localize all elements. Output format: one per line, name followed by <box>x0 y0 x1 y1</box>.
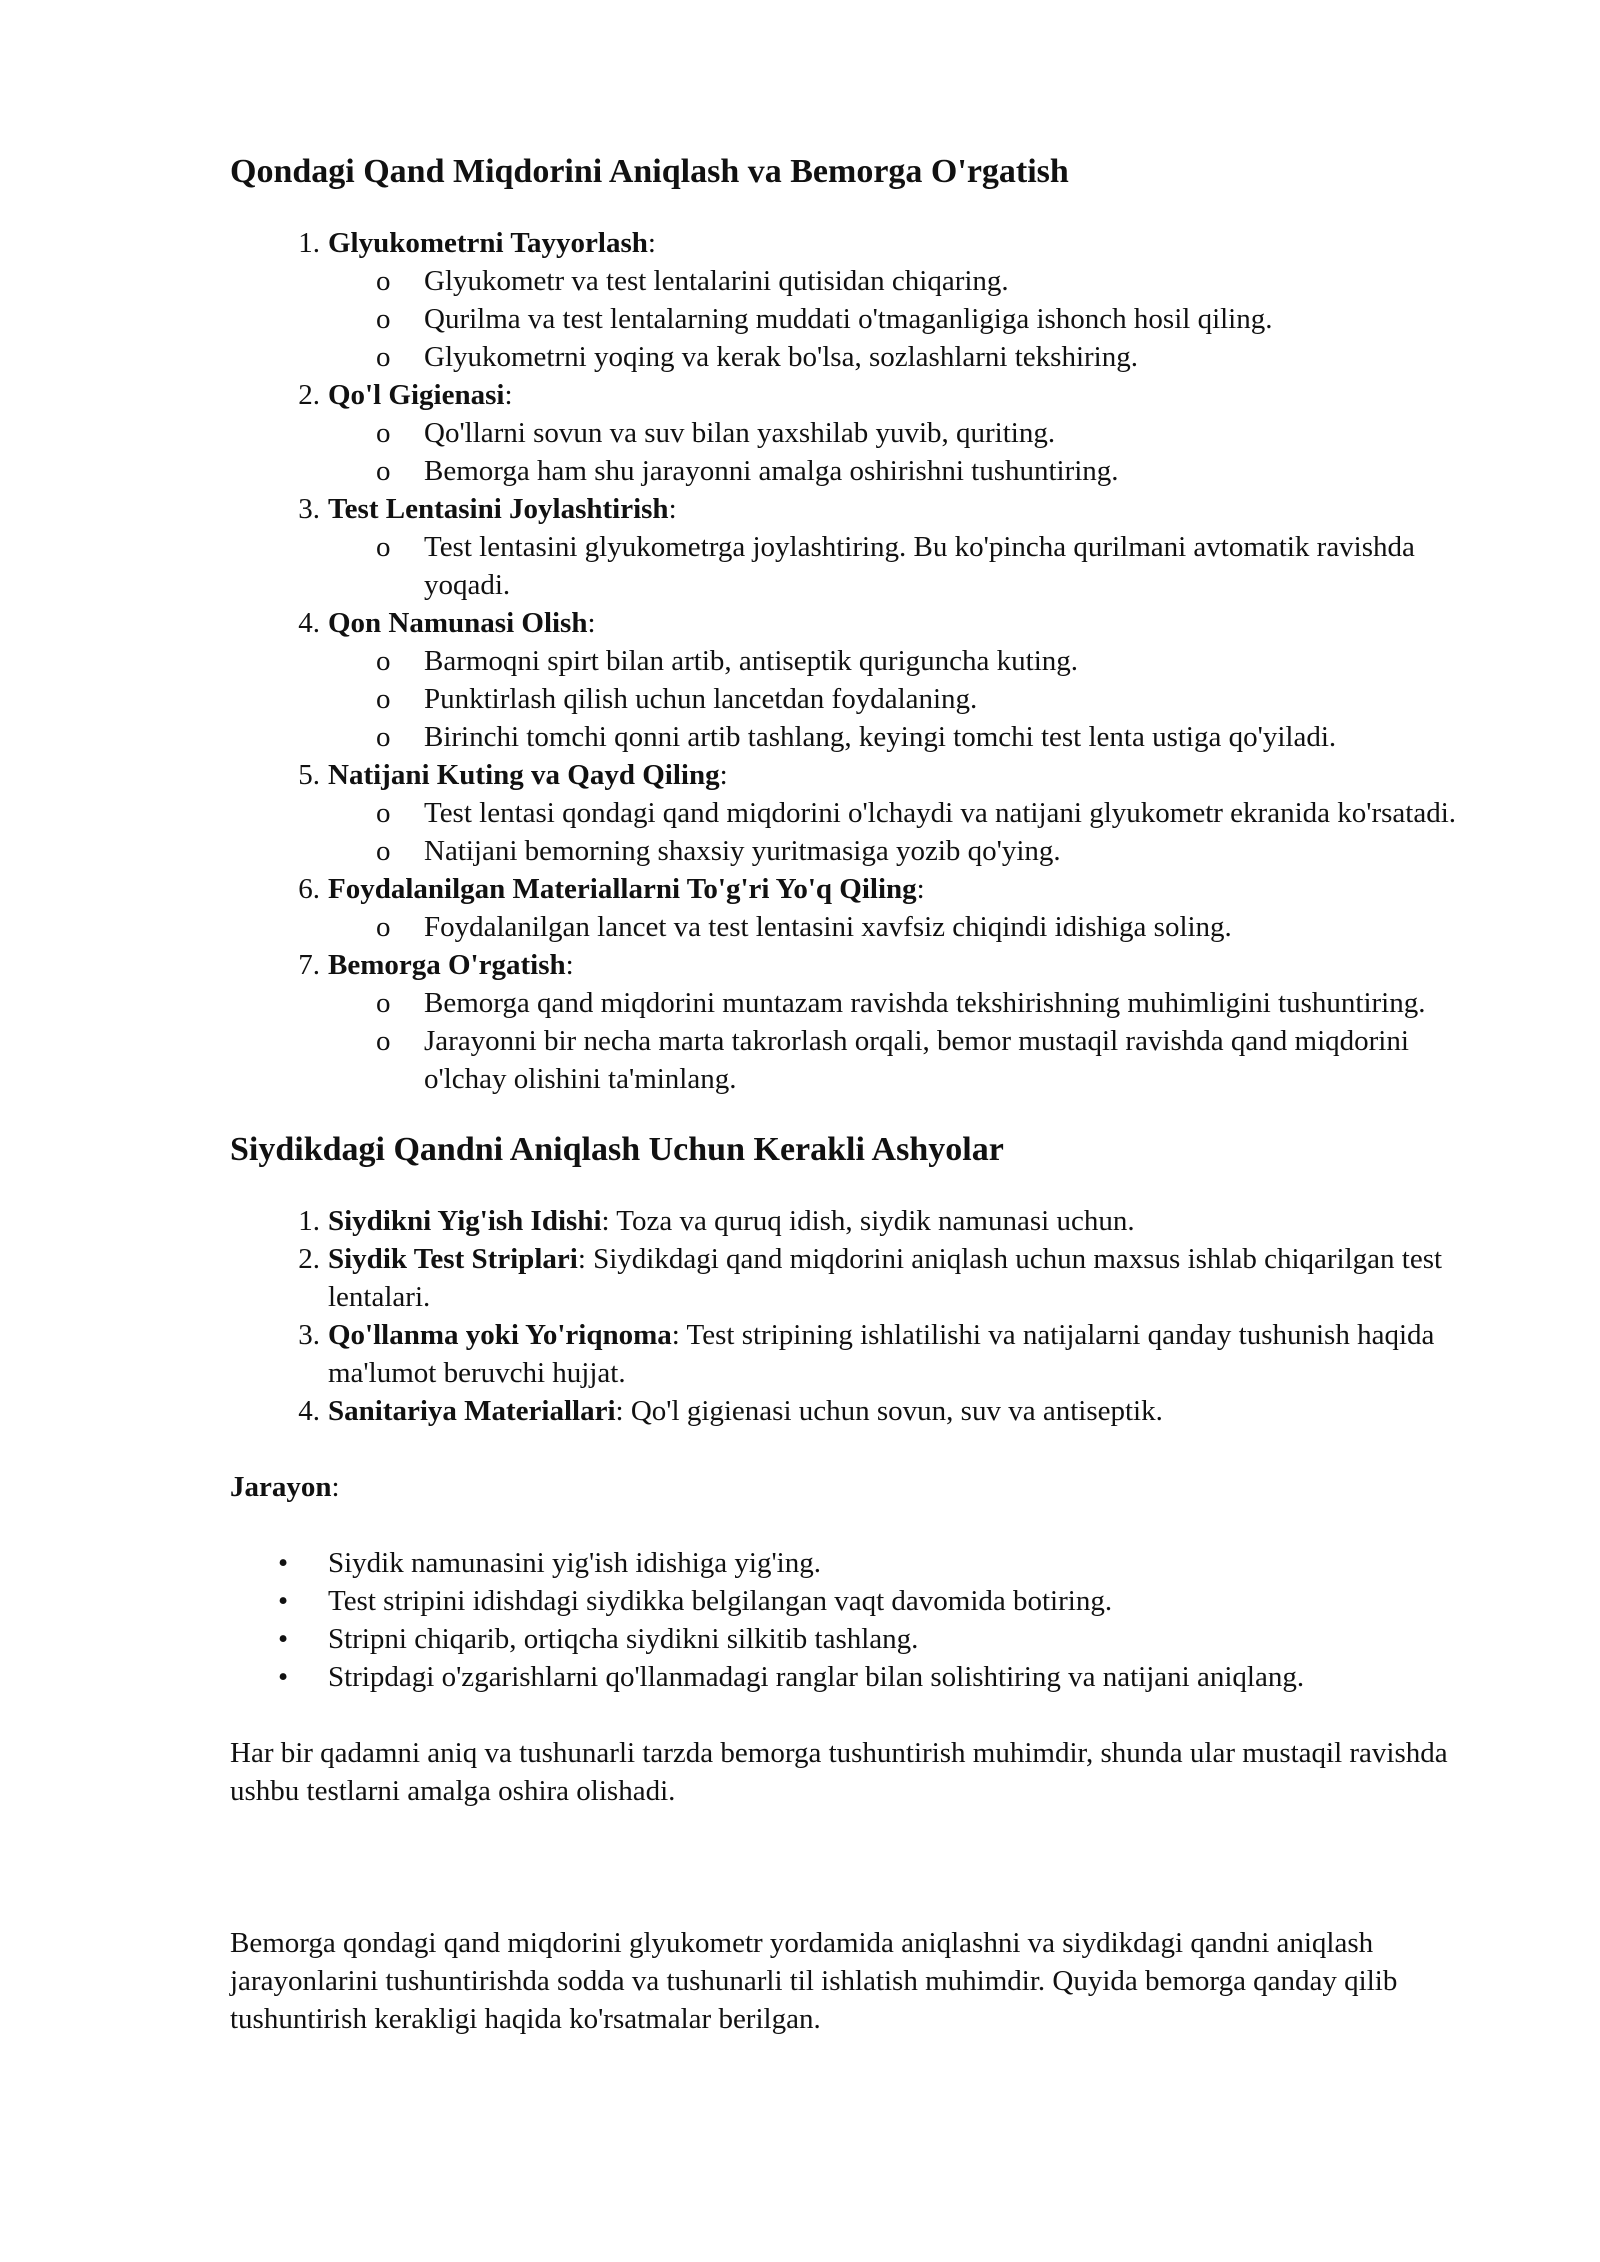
step-number: 5. <box>298 759 320 791</box>
substep-marker: o <box>376 835 391 867</box>
substep-item <box>376 832 1490 870</box>
supply-item <box>298 1316 1490 1392</box>
substep-item <box>376 452 1490 490</box>
substep-text: Bemorga ham shu jarayonni amalga oshirishni tushuntiring. <box>424 455 1119 487</box>
substep-item <box>376 262 1490 300</box>
section2-heading: Siydikdagi Qandni Aniqlash Uchun Kerakli Ashyolar <box>230 1131 1004 1168</box>
supply-title: Siydikni Yig'ish Idishi <box>328 1205 602 1237</box>
step-title: Bemorga O'rgatish <box>328 949 566 981</box>
bullet-marker: • <box>278 1547 289 1579</box>
substep-marker: o <box>376 721 391 753</box>
step-number: 2. <box>298 379 320 411</box>
step-item <box>298 224 1490 376</box>
section1-heading: Qondagi Qand Miqdorini Aniqlash va Bemorga O'rgatish <box>230 153 1069 190</box>
step-title-sep: : <box>504 379 513 411</box>
step-title-sep: : <box>719 759 728 791</box>
substep-text: Qurilma va test lentalarning muddati o'tmaganligiga ishonch hosil qiling. <box>424 303 1273 335</box>
process-bullet-item <box>278 1658 1490 1696</box>
substep-item <box>376 984 1490 1022</box>
step-item <box>298 490 1490 604</box>
supply-item <box>298 1202 1490 1240</box>
substep-marker: o <box>376 417 391 449</box>
substep-text: Bemorga qand miqdorini muntazam ravishda tekshirishning muhimligini tushuntiring. <box>424 987 1426 1019</box>
supply-title: Siydik Test Striplari <box>328 1243 578 1275</box>
substep-text: Jarayonni bir necha marta takrorlash orqali, bemor mustaqil ravishda qand miqdorini o'lchay olishini ta'minlang. <box>424 1025 1409 1095</box>
substep-marker: o <box>376 455 391 487</box>
process-bullet-text: Stripdagi o'zgarishlarni qo'llanmadagi ranglar bilan solishtiring va natijani aniqlang. <box>328 1661 1305 1693</box>
document-page <box>230 150 1490 2038</box>
process-bullet-item <box>278 1620 1490 1658</box>
substep-marker: o <box>376 341 391 373</box>
substep-item <box>376 718 1490 756</box>
glucometer-steps-list <box>230 224 1490 1098</box>
step-number: 6. <box>298 873 320 905</box>
step-substeps <box>328 414 1490 490</box>
supply-title: Sanitariya Materiallari <box>328 1395 616 1427</box>
substep-text: Birinchi tomchi qonni artib tashlang, keyingi tomchi test lenta ustiga qo'yiladi. <box>424 721 1337 753</box>
substep-marker: o <box>376 911 391 943</box>
substep-text: Glyukometr va test lentalarini qutisidan chiqaring. <box>424 265 1009 297</box>
substep-marker: o <box>376 303 391 335</box>
supply-item <box>298 1392 1490 1430</box>
supply-item <box>298 1240 1490 1316</box>
step-substeps <box>328 984 1490 1098</box>
closing-paragraph: Har bir qadamni aniq va tushunarli tarzda bemorga tushuntirish muhimdir, shunda ular mustaqil ravishda ushbu testlarni amalga oshira olishadi. <box>230 1737 1448 1807</box>
substep-marker: o <box>376 265 391 297</box>
step-title: Natijani Kuting va Qayd Qiling <box>328 759 720 791</box>
substep-item <box>376 642 1490 680</box>
step-number: 1. <box>298 227 320 259</box>
bullet-marker: • <box>278 1585 289 1617</box>
substep-item <box>376 528 1490 604</box>
step-substeps <box>328 262 1490 376</box>
substep-text: Glyukometrni yoqing va kerak bo'lsa, sozlashlarni tekshiring. <box>424 341 1138 373</box>
substep-item <box>376 1022 1490 1098</box>
process-bullet-text: Stripni chiqarib, ortiqcha siydikni silkitib tashlang. <box>328 1623 919 1655</box>
step-item <box>298 604 1490 756</box>
process-bullet-text: Siydik namunasini yig'ish idishiga yig'ing. <box>328 1547 821 1579</box>
substep-marker: o <box>376 987 391 1019</box>
supply-text: : Siydikdagi qand miqdorini aniqlash uchun maxsus ishlab chiqarilgan test lentalari. <box>328 1243 1443 1313</box>
step-title-sep: : <box>668 493 677 525</box>
step-title: Glyukometrni Tayyorlash <box>328 227 648 259</box>
supply-text: : Toza va quruq idish, siydik namunasi uchun. <box>601 1205 1135 1237</box>
supply-text: : Test stripining ishlatilishi va natijalarni qanday tushunish haqida ma'lumot beruvchi hujjat. <box>328 1319 1435 1389</box>
step-title: Foydalanilgan Materiallarni To'g'ri Yo'q Qiling <box>328 873 917 905</box>
step-item <box>298 376 1490 490</box>
supply-number: 3. <box>298 1319 320 1351</box>
substep-item <box>376 908 1490 946</box>
substep-text: Qo'llarni sovun va suv bilan yaxshilab yuvib, quriting. <box>424 417 1056 449</box>
substep-item <box>376 338 1490 376</box>
process-bullet-item <box>278 1544 1490 1582</box>
substep-item <box>376 680 1490 718</box>
step-item <box>298 946 1490 1098</box>
supply-text: : Qo'l gigienasi uchun sovun, suv va antiseptik. <box>615 1395 1163 1427</box>
substep-text: Test lentasini glyukometrga joylashtiring. Bu ko'pincha qurilmani avtomatik ravishda yoqadi. <box>424 531 1415 601</box>
process-label-text: Jarayon <box>230 1471 332 1503</box>
step-substeps <box>328 908 1490 946</box>
step-title: Test Lentasini Joylashtirish <box>328 493 669 525</box>
step-substeps <box>328 794 1490 870</box>
urine-supplies-list <box>230 1202 1490 1430</box>
substep-text: Natijani bemorning shaxsiy yuritmasiga yozib qo'ying. <box>424 835 1061 867</box>
substep-marker: o <box>376 1025 391 1057</box>
process-label-sep: : <box>331 1471 340 1503</box>
step-substeps <box>328 528 1490 604</box>
step-number: 7. <box>298 949 320 981</box>
supply-number: 2. <box>298 1243 320 1275</box>
supply-number: 4. <box>298 1395 320 1427</box>
substep-item <box>376 300 1490 338</box>
step-title-sep: : <box>565 949 574 981</box>
step-title-sep: : <box>647 227 656 259</box>
bullet-marker: • <box>278 1661 289 1693</box>
substep-text: Punktirlash qilish uchun lancetdan foydalaning. <box>424 683 978 715</box>
substep-text: Barmoqni spirt bilan artib, antiseptik quriguncha kuting. <box>424 645 1079 677</box>
step-item <box>298 756 1490 870</box>
step-title: Qo'l Gigienasi <box>328 379 505 411</box>
substep-marker: o <box>376 645 391 677</box>
substep-marker: o <box>376 797 391 829</box>
bullet-marker: • <box>278 1623 289 1655</box>
process-bullet-list <box>230 1544 1490 1696</box>
step-item <box>298 870 1490 946</box>
substep-marker: o <box>376 683 391 715</box>
step-number: 4. <box>298 607 320 639</box>
step-title-sep: : <box>916 873 925 905</box>
substep-text: Foydalanilgan lancet va test lentasini xavfsiz chiqindi idishiga soling. <box>424 911 1232 943</box>
step-number: 3. <box>298 493 320 525</box>
step-substeps <box>328 642 1490 756</box>
process-label <box>230 1468 1490 1506</box>
step-title-sep: : <box>587 607 596 639</box>
process-bullet-text: Test stripini idishdagi siydikka belgilangan vaqt davomida botiring. <box>328 1585 1113 1617</box>
substep-item <box>376 794 1490 832</box>
supply-number: 1. <box>298 1205 320 1237</box>
intro-paragraph: Bemorga qondagi qand miqdorini glyukometr yordamida aniqlashni va siydikdagi qandni aniqlash jarayonlarini tushuntirishda sodda va tushunarli til ishlatish muhimdir. Quyida bemorga qanday qilib tushuntirish kerakligi haqida ko'rsatmalar berilgan. <box>230 1927 1398 2035</box>
substep-item <box>376 414 1490 452</box>
supply-title: Qo'llanma yoki Yo'riqnoma <box>328 1319 672 1351</box>
substep-marker: o <box>376 531 391 563</box>
step-title: Qon Namunasi Olish <box>328 607 588 639</box>
substep-text: Test lentasi qondagi qand miqdorini o'lchaydi va natijani glyukometr ekranida ko'rsatadi. <box>424 797 1457 829</box>
process-bullet-item <box>278 1582 1490 1620</box>
